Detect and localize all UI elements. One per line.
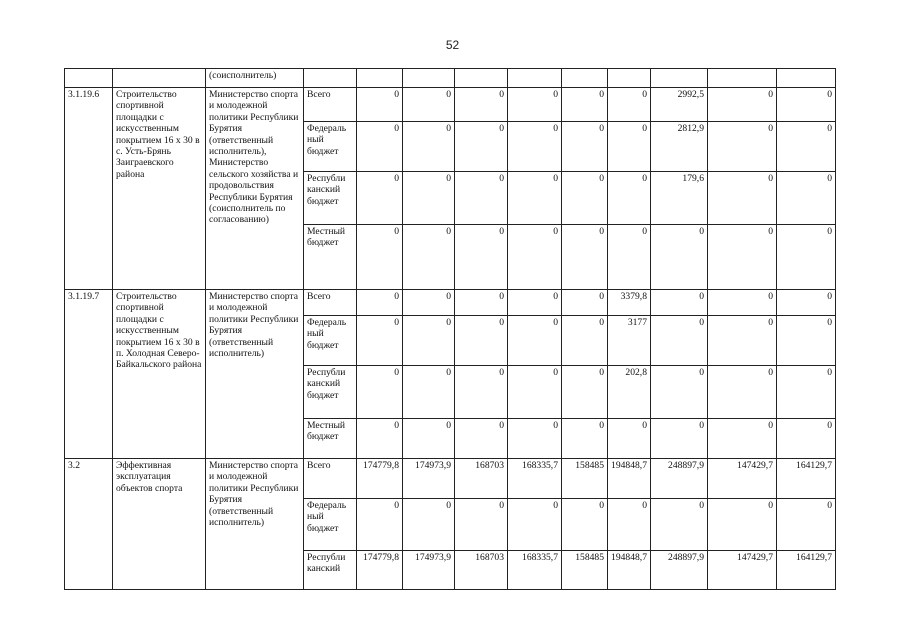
source-cell: Республи канский бюджет bbox=[304, 172, 357, 225]
value-cell bbox=[455, 69, 508, 88]
value-cell: 0 bbox=[508, 225, 562, 290]
value-cell bbox=[357, 69, 403, 88]
value-cell: 248897,9 bbox=[651, 459, 708, 499]
value-cell: 0 bbox=[777, 88, 836, 122]
value-cell: 0 bbox=[357, 499, 403, 551]
value-cell: 0 bbox=[562, 366, 608, 419]
value-cell: 0 bbox=[777, 122, 836, 172]
value-cell: 0 bbox=[357, 122, 403, 172]
table-row bbox=[65, 459, 836, 499]
value-cell: 0 bbox=[508, 419, 562, 459]
value-cell: 0 bbox=[455, 499, 508, 551]
value-cell: 0 bbox=[608, 499, 651, 551]
executor-cell: Министерство спорта и молодежной политики Республики Бурятия (ответственный исполнитель) bbox=[206, 290, 304, 459]
value-cell: 147429,7 bbox=[708, 551, 777, 590]
value-cell: 0 bbox=[508, 172, 562, 225]
value-cell: 0 bbox=[508, 366, 562, 419]
code-cell: 3.1.19.7 bbox=[65, 290, 113, 459]
table-row bbox=[65, 290, 836, 316]
code-cell bbox=[65, 69, 113, 88]
name-cell: Эффективная эксплуатация объектов спорта bbox=[113, 459, 206, 590]
value-cell: 158485 bbox=[562, 459, 608, 499]
value-cell: 0 bbox=[403, 316, 455, 366]
value-cell: 174779,8 bbox=[357, 459, 403, 499]
table-row bbox=[65, 69, 836, 88]
value-cell: 194848,7 bbox=[608, 459, 651, 499]
source-cell: Республи канский bbox=[304, 551, 357, 590]
value-cell: 174779,8 bbox=[357, 551, 403, 590]
value-cell: 0 bbox=[403, 122, 455, 172]
value-cell: 0 bbox=[455, 225, 508, 290]
source-cell: Всего bbox=[304, 88, 357, 122]
value-cell: 0 bbox=[777, 419, 836, 459]
code-cell: 3.2 bbox=[65, 459, 113, 590]
value-cell bbox=[651, 69, 708, 88]
name-cell: Строительство спортивной площадки с искусственным покрытием 16 х 30 в п. Холодная Северо-Байкальского района bbox=[113, 290, 206, 459]
value-cell: 0 bbox=[403, 499, 455, 551]
value-cell: 0 bbox=[777, 316, 836, 366]
value-cell: 0 bbox=[357, 290, 403, 316]
value-cell: 0 bbox=[455, 88, 508, 122]
value-cell: 0 bbox=[651, 499, 708, 551]
value-cell: 0 bbox=[608, 88, 651, 122]
page-number: 52 bbox=[445, 38, 460, 52]
value-cell: 0 bbox=[508, 499, 562, 551]
source-cell: Всего bbox=[304, 459, 357, 499]
value-cell: 0 bbox=[562, 499, 608, 551]
value-cell: 0 bbox=[357, 419, 403, 459]
value-cell: 0 bbox=[403, 172, 455, 225]
value-cell: 0 bbox=[455, 290, 508, 316]
value-cell: 147429,7 bbox=[708, 459, 777, 499]
value-cell: 0 bbox=[651, 290, 708, 316]
value-cell: 158485 bbox=[562, 551, 608, 590]
value-cell: 0 bbox=[357, 172, 403, 225]
value-cell: 0 bbox=[403, 225, 455, 290]
value-cell: 0 bbox=[708, 419, 777, 459]
value-cell: 0 bbox=[403, 419, 455, 459]
value-cell: 0 bbox=[562, 122, 608, 172]
budget-table bbox=[64, 68, 836, 590]
code-cell: 3.1.19.6 bbox=[65, 88, 113, 290]
value-cell: 174973,9 bbox=[403, 459, 455, 499]
value-cell: 0 bbox=[608, 419, 651, 459]
value-cell: 0 bbox=[562, 88, 608, 122]
value-cell bbox=[608, 69, 651, 88]
value-cell: 0 bbox=[708, 225, 777, 290]
value-cell: 0 bbox=[357, 225, 403, 290]
value-cell: 0 bbox=[562, 290, 608, 316]
value-cell: 0 bbox=[403, 366, 455, 419]
value-cell: 0 bbox=[777, 290, 836, 316]
value-cell: 3177 bbox=[608, 316, 651, 366]
value-cell bbox=[403, 69, 455, 88]
source-cell: Федераль ный бюджет bbox=[304, 316, 357, 366]
value-cell: 0 bbox=[608, 122, 651, 172]
value-cell: 0 bbox=[708, 88, 777, 122]
value-cell: 202,8 bbox=[608, 366, 651, 419]
name-cell: Строительство спортивной площадки с искусственным покрытием 16 х 30 в с. Усть-Брянь Заиграевского района bbox=[113, 88, 206, 290]
table-row bbox=[65, 88, 836, 122]
value-cell: 2812,9 bbox=[651, 122, 708, 172]
source-cell: Всего bbox=[304, 290, 357, 316]
value-cell: 0 bbox=[562, 225, 608, 290]
value-cell: 0 bbox=[608, 172, 651, 225]
value-cell: 168703 bbox=[455, 551, 508, 590]
value-cell: 179,6 bbox=[651, 172, 708, 225]
value-cell: 168335,7 bbox=[508, 551, 562, 590]
value-cell: 174973,9 bbox=[403, 551, 455, 590]
value-cell: 0 bbox=[708, 122, 777, 172]
value-cell: 0 bbox=[508, 316, 562, 366]
source-cell bbox=[304, 69, 357, 88]
value-cell: 0 bbox=[651, 419, 708, 459]
value-cell: 0 bbox=[508, 88, 562, 122]
value-cell: 164129,7 bbox=[777, 459, 836, 499]
value-cell: 164129,7 bbox=[777, 551, 836, 590]
value-cell: 0 bbox=[651, 366, 708, 419]
value-cell: 0 bbox=[357, 316, 403, 366]
value-cell: 0 bbox=[403, 290, 455, 316]
value-cell bbox=[708, 69, 777, 88]
value-cell: 0 bbox=[455, 366, 508, 419]
value-cell bbox=[777, 69, 836, 88]
value-cell: 0 bbox=[708, 316, 777, 366]
value-cell: 248897,9 bbox=[651, 551, 708, 590]
value-cell: 0 bbox=[708, 172, 777, 225]
value-cell: 168335,7 bbox=[508, 459, 562, 499]
value-cell: 0 bbox=[455, 419, 508, 459]
executor-cell: (соисполнитель) bbox=[206, 69, 304, 88]
executor-cell: Министерство спорта и молодежной политики Республики Бурятия (ответственный исполнитель) bbox=[206, 459, 304, 590]
value-cell: 0 bbox=[651, 225, 708, 290]
value-cell: 2992,5 bbox=[651, 88, 708, 122]
value-cell: 0 bbox=[708, 366, 777, 419]
value-cell: 0 bbox=[562, 316, 608, 366]
name-cell bbox=[113, 69, 206, 88]
value-cell: 0 bbox=[777, 366, 836, 419]
value-cell: 0 bbox=[562, 172, 608, 225]
value-cell: 0 bbox=[651, 316, 708, 366]
value-cell: 0 bbox=[357, 88, 403, 122]
value-cell bbox=[562, 69, 608, 88]
source-cell: Федераль ный бюджет bbox=[304, 122, 357, 172]
value-cell bbox=[508, 69, 562, 88]
executor-cell: Министерство спорта и молодежной политики Республики Бурятия (ответственный исполнитель), Министерство сельского хозяйства и продовольствия Республики Бурятия (соисполнитель по согласованию) bbox=[206, 88, 304, 290]
source-cell: Федераль ный бюджет bbox=[304, 499, 357, 551]
value-cell: 0 bbox=[608, 225, 651, 290]
value-cell: 194848,7 bbox=[608, 551, 651, 590]
value-cell: 0 bbox=[508, 122, 562, 172]
value-cell: 168703 bbox=[455, 459, 508, 499]
value-cell: 0 bbox=[508, 290, 562, 316]
value-cell: 0 bbox=[455, 172, 508, 225]
value-cell: 0 bbox=[777, 225, 836, 290]
value-cell: 3379,8 bbox=[608, 290, 651, 316]
source-cell: Местный бюджет bbox=[304, 225, 357, 290]
value-cell: 0 bbox=[562, 419, 608, 459]
source-cell: Республи канский бюджет bbox=[304, 366, 357, 419]
value-cell: 0 bbox=[777, 172, 836, 225]
value-cell: 0 bbox=[455, 122, 508, 172]
value-cell: 0 bbox=[403, 88, 455, 122]
value-cell: 0 bbox=[357, 366, 403, 419]
value-cell: 0 bbox=[777, 499, 836, 551]
value-cell: 0 bbox=[708, 290, 777, 316]
value-cell: 0 bbox=[455, 316, 508, 366]
source-cell: Местный бюджет bbox=[304, 419, 357, 459]
value-cell: 0 bbox=[708, 499, 777, 551]
